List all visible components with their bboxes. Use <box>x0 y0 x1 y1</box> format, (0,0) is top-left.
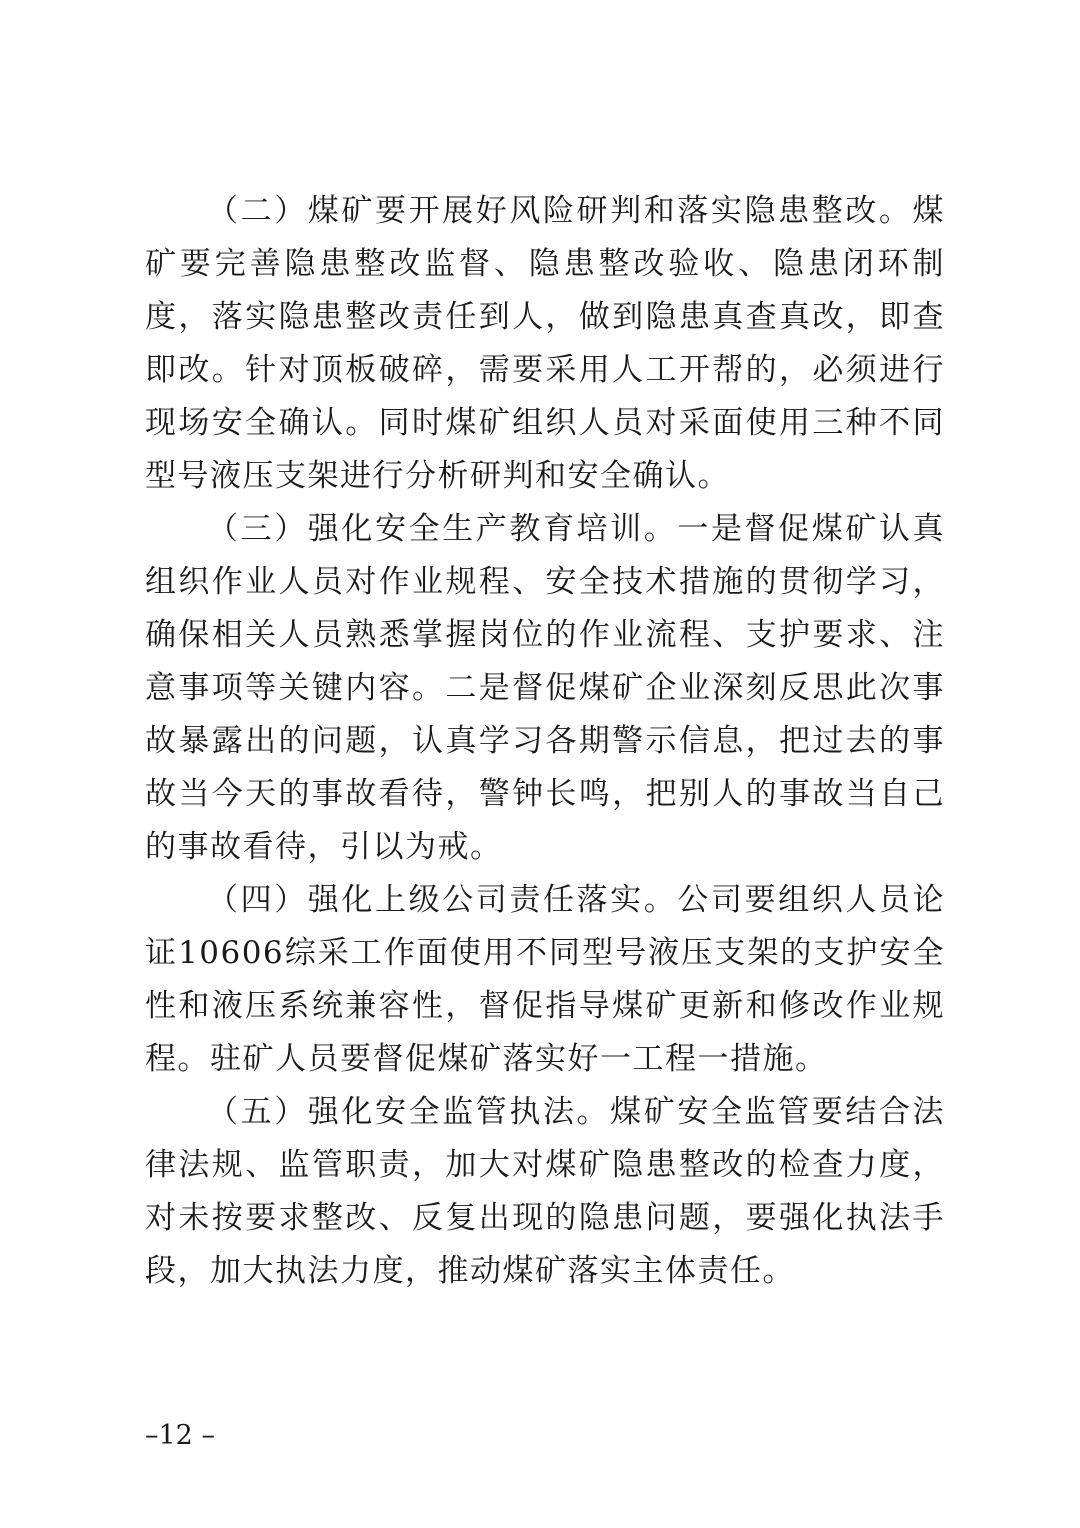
page-number: –12 – <box>145 1420 215 1451</box>
paragraph-risk-assessment <box>145 185 945 503</box>
paragraph-heading: （四）强化上级公司责任落实。 <box>207 882 678 918</box>
paragraph-text: 公司要组织人员论证10606综采工作面使用不同型号液压支架的支护安全性和液压系统兼容性，督促指导煤矿更新和修改作业规程。驻矿人员要督促煤矿落实好一工程一措施。 <box>145 882 946 1077</box>
paragraph-heading: （二）煤矿要开展好风险研判和落实隐患整改。 <box>207 193 913 229</box>
paragraph-safety-training <box>145 503 945 874</box>
paragraph-text: 煤矿要完善隐患整改监督、隐患整改验收、隐患闭环制度，落实隐患整改责任到人，做到隐患真查真改，即查即改。针对顶板破碎，需要采用人工开帮的，必须进行现场安全确认。同时煤矿组织人员对采面使用三种不同型号液压支架进行分析研判和安全确认。 <box>145 193 945 494</box>
paragraph-text: 煤矿安全监管要结合法律法规、监管职责，加大对煤矿隐患整改的检查力度，对未按要求整改、反复出现的隐患问题，要强化执法手段，加大执法力度，推动煤矿落实主体责任。 <box>145 1094 946 1289</box>
paragraph-law-enforcement <box>145 1086 945 1298</box>
paragraph-heading: （三）强化安全生产教育培训。 <box>207 511 678 547</box>
document-body <box>145 185 945 1298</box>
paragraph-company-responsibility <box>145 874 945 1086</box>
paragraph-text: 一是督促煤矿认真组织作业人员对作业规程、安全技术措施的贯彻学习，确保相关人员熟悉掌握岗位的作业流程、支护要求、注意事项等关键内容。二是督促煤矿企业深刻反思此次事故暴露出的问题，认真学习各期警示信息，把过去的事故当今天的事故看待，警钟长鸣，把别人的事故当自己的事故看待，引以为戒。 <box>145 511 946 865</box>
paragraph-heading: （五）强化安全监管执法。 <box>207 1094 611 1130</box>
